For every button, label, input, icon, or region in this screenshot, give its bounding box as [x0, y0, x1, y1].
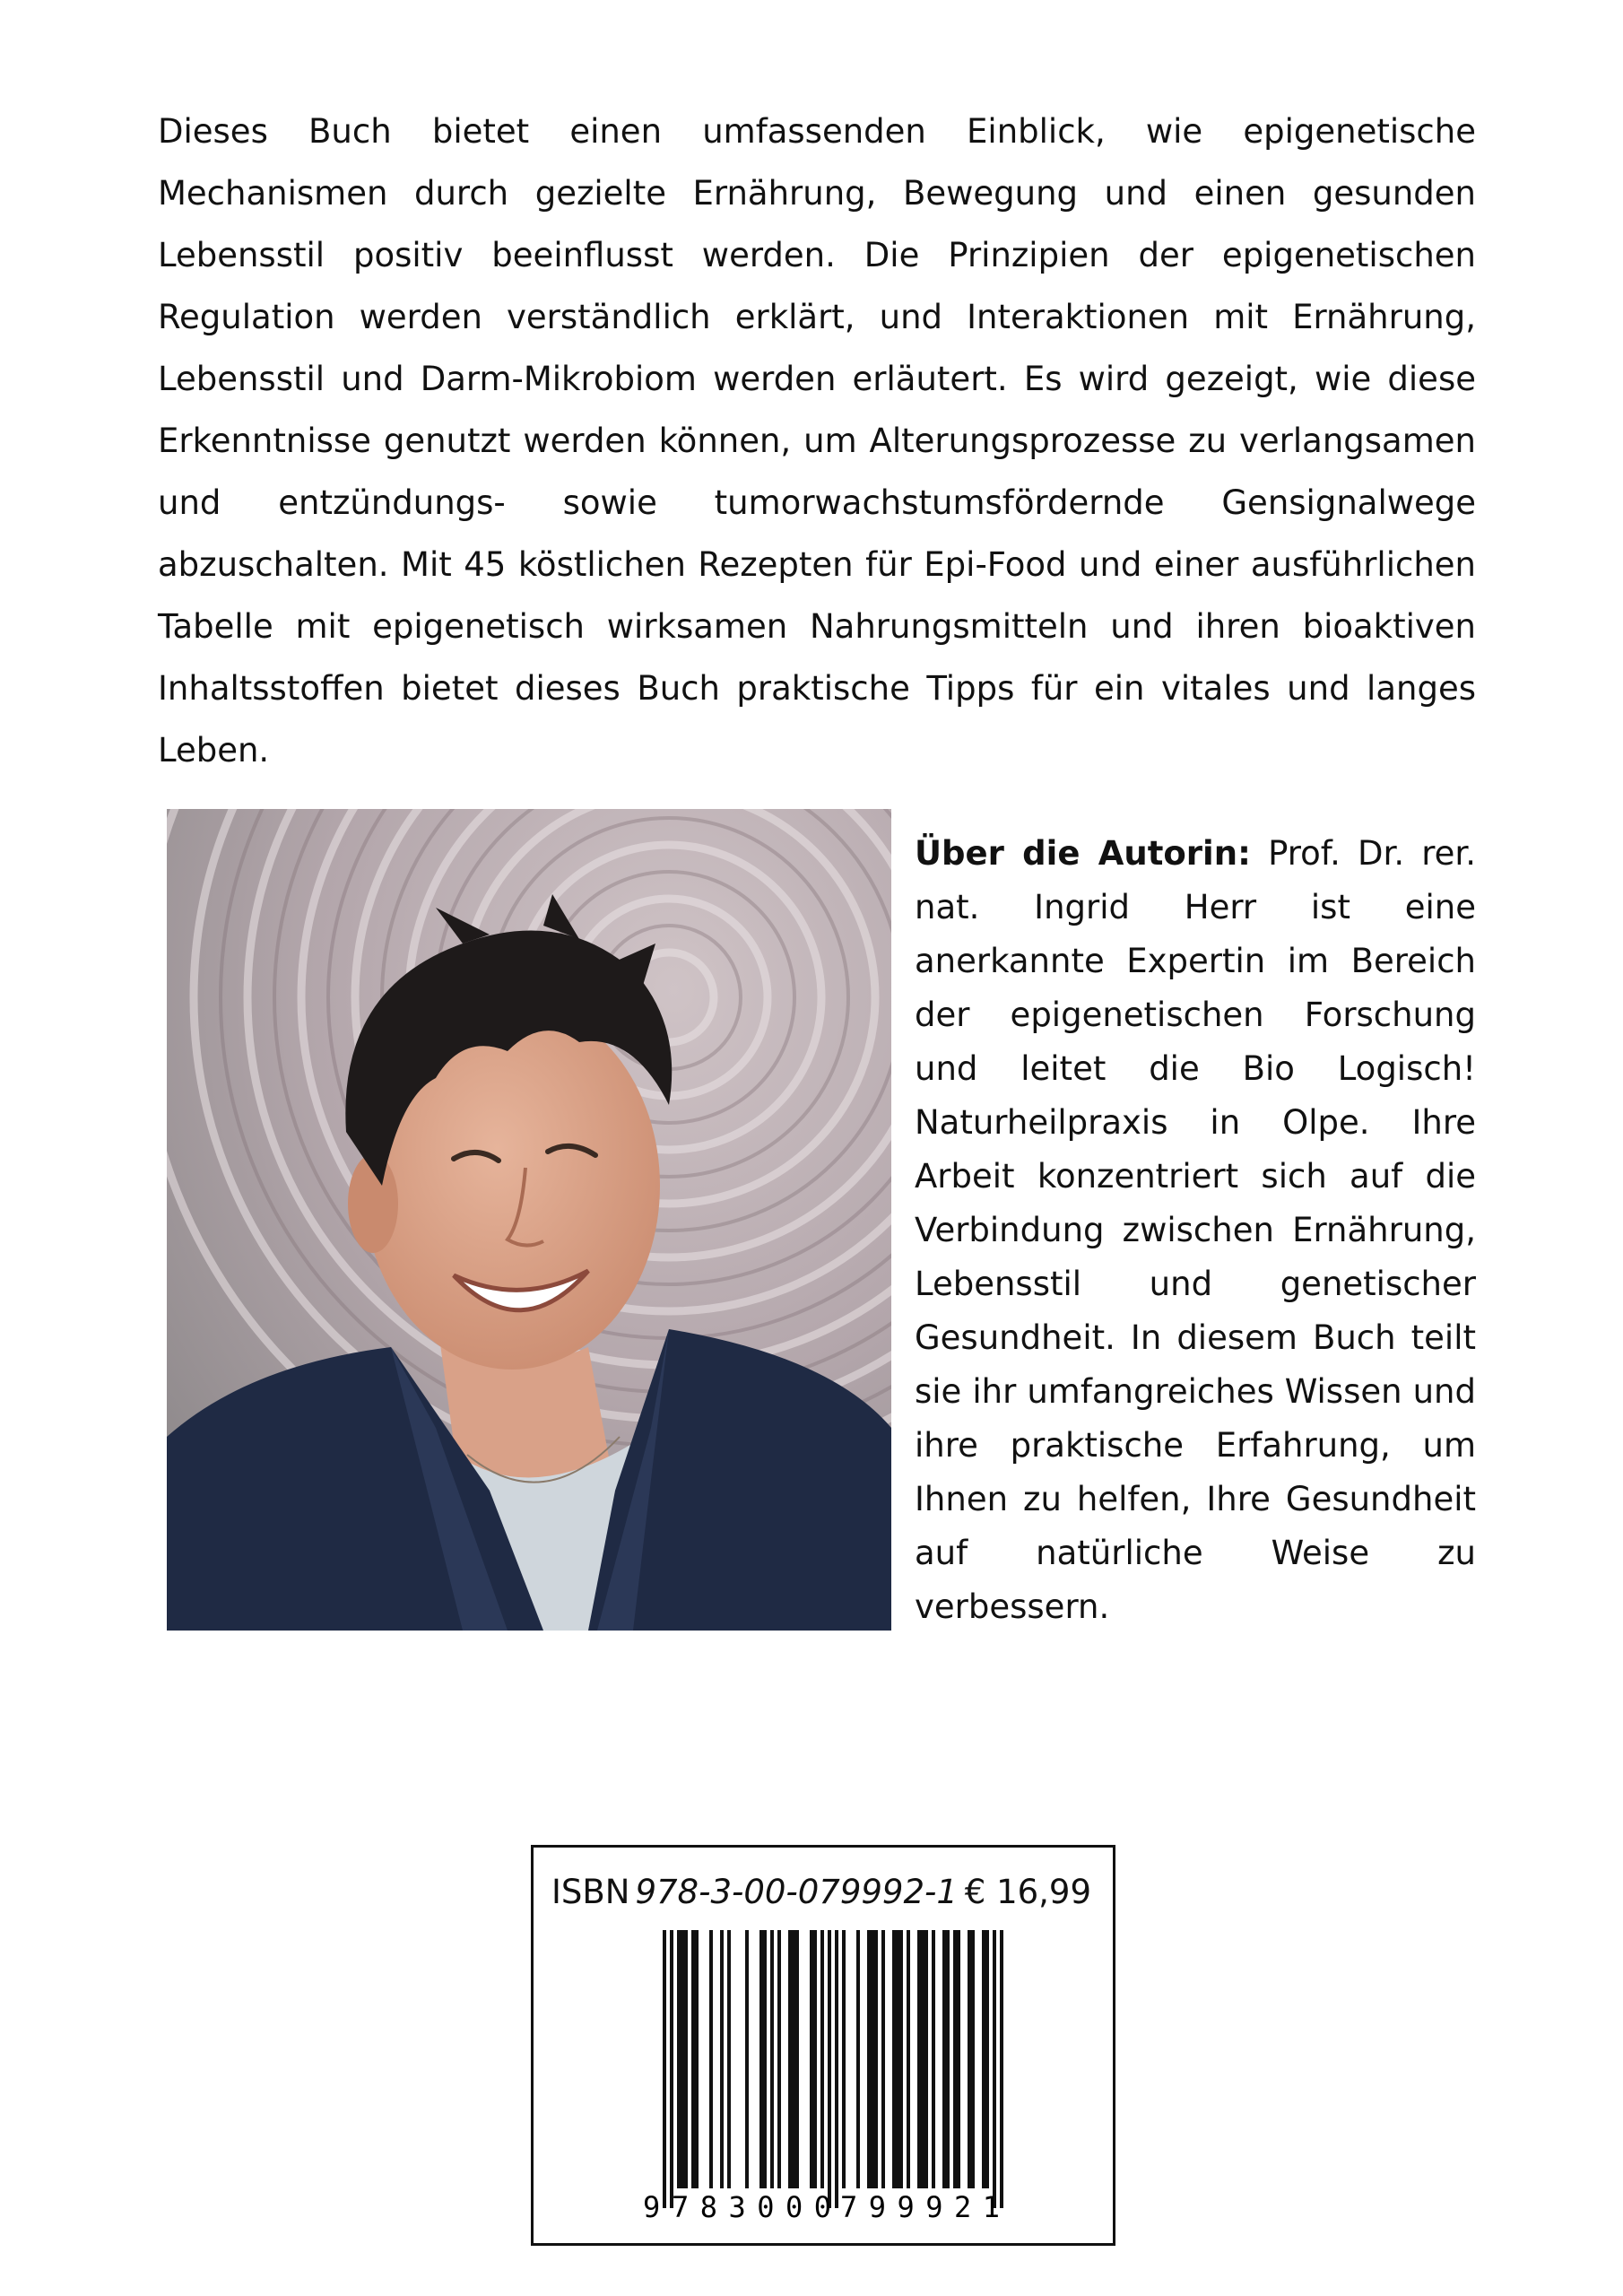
barcode-bar — [896, 1930, 899, 2188]
barcode-bar — [792, 1930, 795, 2188]
barcode-bar — [763, 1930, 767, 2188]
author-photo — [167, 809, 891, 1631]
barcode-bar — [892, 1930, 896, 2188]
ean-right-group: 799921 — [840, 2190, 1000, 2224]
barcode-bar — [842, 1930, 846, 2188]
barcode-bar — [856, 1930, 860, 2188]
barcode-bar — [709, 1930, 713, 2188]
barcode-bar — [777, 1930, 781, 2188]
barcode-bar — [953, 1930, 957, 2188]
barcode-bars — [663, 1930, 1003, 2208]
isbn-label: ISBN — [551, 1873, 630, 1911]
barcode-bar — [770, 1930, 774, 2188]
barcode-bar — [691, 1930, 695, 2188]
barcode-bar — [684, 1930, 688, 2188]
barcode-bar — [957, 1930, 960, 2188]
barcode-bar — [828, 1930, 831, 2208]
barcode-bar — [867, 1930, 871, 2188]
barcode-bar — [810, 1930, 813, 2188]
barcode-bar — [788, 1930, 792, 2188]
barcode-bar — [695, 1930, 699, 2188]
barcode-bar — [681, 1930, 684, 2188]
barcode-bar — [899, 1930, 903, 2188]
isbn-line — [551, 1873, 958, 1911]
barcode-box — [531, 1845, 1115, 2246]
barcode-bar — [874, 1930, 878, 2188]
barcode-bar — [727, 1930, 731, 2188]
book-description: Dieses Buch bietet einen umfassenden Einblick, wie epigenetische Mechanismen durch gezielte Ernährung, Bewegung und einen gesunden Lebensstil positiv beeinflusst werden. Die Prinzipien der epigenetischen Regulation werden verständlich erklärt, und Interaktionen mit Ernährung, Lebensstil und Darm-Mikrobiom werden erläutert. Es wird gezeigt, wie diese Erkenntnisse genutzt werden können, um Alterungsprozesse zu verlangsamen und entzündungs- sowie tumorwachstumsfördernde Gensignalwege abzuschalten. Mit 45 köstlichen Rezepten für Epi-Food und einer ausführlichen Tabelle mit epigenetisch wirksamen Nahrungsmitteln und ihren bioaktiven Inhaltsstoffen bietet dieses Buch praktische Tipps für ein vitales und langes Leben. — [158, 112, 1476, 770]
barcode-bar — [720, 1930, 724, 2188]
author-bio-text: Prof. Dr. rer. nat. Ingrid Herr ist eine anerkannte Expertin im Bereich der epigenetischen Forschung und leitet die Bio Logisch! Naturheilpraxis in Olpe. Ihre Arbeit konzentriert sich auf die Verbindung zwischen Ernährung, Lebensstil und genetischer Gesundheit. In diesem Buch teilt sie ihr umfangreiches Wissen und ihre praktische Erfahrung, um Ihnen zu helfen, Ihre Gesundheit auf natürliche Weise zu verbessern. — [915, 834, 1477, 1626]
barcode-bar — [813, 1930, 817, 2188]
isbn-number: 978-3-00-079992-1 — [635, 1873, 958, 1911]
barcode-bar — [917, 1930, 921, 2188]
barcode-bar — [942, 1930, 946, 2188]
barcode-bar — [881, 1930, 885, 2188]
barcode-bar — [820, 1930, 824, 2188]
ean-first-digit: 9 — [643, 2190, 661, 2224]
barcode-graphic — [641, 1930, 1018, 2226]
barcode-bar — [907, 1930, 910, 2188]
barcode-bar — [971, 1930, 975, 2188]
barcode-bar — [663, 1930, 666, 2208]
barcode-bar — [745, 1930, 749, 2188]
barcode-bar — [985, 1930, 989, 2188]
barcode-bar — [795, 1930, 799, 2188]
author-bio-heading: Über die Autorin: — [915, 834, 1251, 873]
barcode-bar — [759, 1930, 763, 2188]
barcode-bar — [1000, 1930, 1003, 2208]
barcode-bar — [968, 1930, 971, 2188]
barcode-bar — [835, 1930, 838, 2208]
barcode-bar — [921, 1930, 924, 2188]
barcode-bar — [982, 1930, 985, 2188]
barcode-bar — [871, 1930, 874, 2188]
price: € 16,99 — [964, 1873, 1091, 1911]
barcode-bar — [670, 1930, 673, 2208]
barcode-bar — [924, 1930, 928, 2188]
ean-left-group: 783000 — [672, 2190, 831, 2224]
author-bio — [915, 827, 1476, 1634]
barcode-bar — [932, 1930, 935, 2188]
barcode-bar — [946, 1930, 950, 2188]
barcode-bar — [993, 1930, 996, 2208]
barcode-bar — [677, 1930, 681, 2188]
